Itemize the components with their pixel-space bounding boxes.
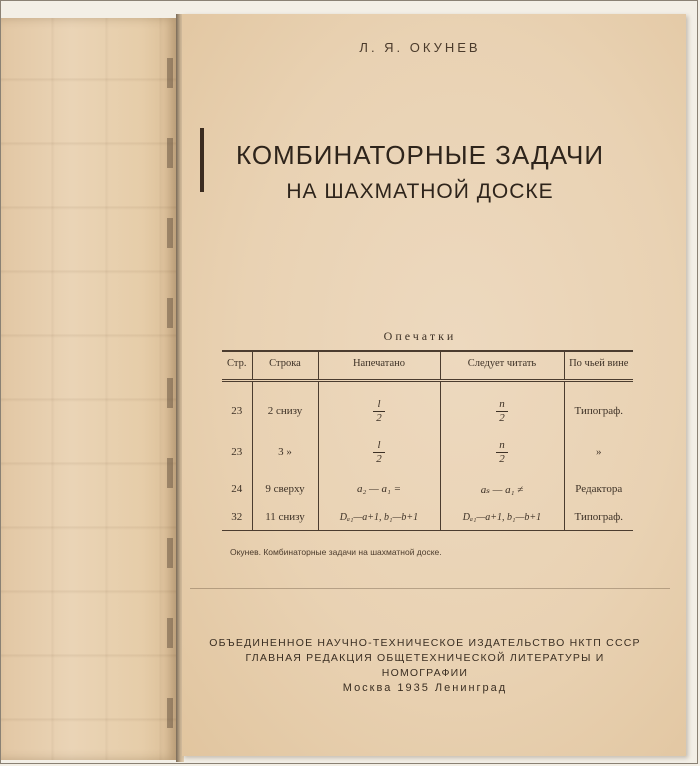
fraction-denominator: 2 bbox=[496, 452, 508, 465]
cell-page: 23 bbox=[231, 405, 243, 417]
fraction-numerator: l bbox=[377, 439, 381, 452]
errata-header-row bbox=[222, 351, 633, 381]
col-page-header: Стр. bbox=[222, 351, 252, 381]
cell-page: 23 bbox=[231, 446, 243, 458]
page-divider bbox=[190, 588, 670, 589]
errata-heading: Опечатки bbox=[383, 329, 457, 343]
publisher-line1: ОБЪЕДИНЕННОЕ НАУЧНО-ТЕХНИЧЕСКОЕ ИЗДАТЕЛЬСТВО НКТП СССР bbox=[209, 637, 641, 649]
cell-fault: Редактора bbox=[564, 474, 633, 504]
book-title-line1: КОМБИНАТОРНЫЕ ЗАДАЧИ bbox=[235, 140, 605, 170]
book-title-line2: НА ШАХМАТНОЙ ДОСКЕ bbox=[286, 180, 554, 203]
cell-fault: Типограф. bbox=[564, 381, 633, 431]
cell-page: 24 bbox=[231, 483, 243, 495]
fraction-denominator: 2 bbox=[373, 452, 385, 465]
spine-stitching bbox=[167, 58, 173, 738]
col-fault-header: По чьей вине bbox=[564, 351, 633, 381]
cell-printed: Dₐ₁—a+1, b₁—b+1 bbox=[318, 504, 440, 531]
binding-bracket bbox=[200, 128, 204, 192]
cell-correct: aₛ — a₁ ≠ bbox=[440, 474, 564, 504]
cell-line: 2 снизу bbox=[252, 381, 318, 431]
printed-fraction bbox=[373, 439, 385, 464]
table-row bbox=[222, 381, 633, 431]
col-line-header: Строка bbox=[252, 351, 318, 381]
col-correct-header: Следует читать bbox=[440, 351, 564, 381]
fraction-denominator: 2 bbox=[496, 411, 508, 424]
publisher-city-year: Москва 1935 Ленинград bbox=[342, 682, 508, 694]
cell-line: 3 » bbox=[252, 430, 318, 474]
fraction-denominator: 2 bbox=[373, 411, 385, 424]
cell-printed bbox=[318, 381, 440, 431]
col-printed-header: Напечатано bbox=[318, 351, 440, 381]
table-row bbox=[222, 430, 633, 474]
publisher-block bbox=[205, 636, 645, 696]
cell-fault: Типограф. bbox=[564, 504, 633, 531]
publisher-line2: ГЛАВНАЯ РЕДАКЦИЯ ОБЩЕТЕХНИЧЕСКОЙ ЛИТЕРАТУРЫ И НОМОГРАФИИ bbox=[245, 652, 605, 679]
cell-line: 9 сверху bbox=[252, 474, 318, 504]
cell-line: 11 снизу bbox=[252, 504, 318, 531]
cell-correct bbox=[440, 430, 564, 474]
table-row bbox=[222, 504, 633, 531]
errata-footnote: Окунев. Комбинаторные задачи на шахматной доске. bbox=[230, 547, 442, 557]
cell-printed bbox=[318, 430, 440, 474]
cell-fault: » bbox=[564, 430, 633, 474]
left-page bbox=[1, 18, 177, 760]
errata-table bbox=[222, 350, 633, 531]
correct-fraction bbox=[496, 439, 508, 464]
cell-correct: Dₐ₁—a+1, b₁—b+1 bbox=[440, 504, 564, 531]
printed-fraction bbox=[373, 398, 385, 423]
cell-page: 32 bbox=[222, 504, 252, 531]
fraction-numerator: n bbox=[499, 439, 505, 452]
fraction-numerator: n bbox=[499, 398, 505, 411]
cell-printed: a₂ — a₁ = bbox=[318, 474, 440, 504]
author-name: Л. Я. ОКУНЕВ bbox=[359, 40, 481, 55]
fraction-numerator: l bbox=[377, 398, 381, 411]
cell-correct bbox=[440, 381, 564, 431]
table-row bbox=[222, 474, 633, 504]
correct-fraction bbox=[496, 398, 508, 423]
